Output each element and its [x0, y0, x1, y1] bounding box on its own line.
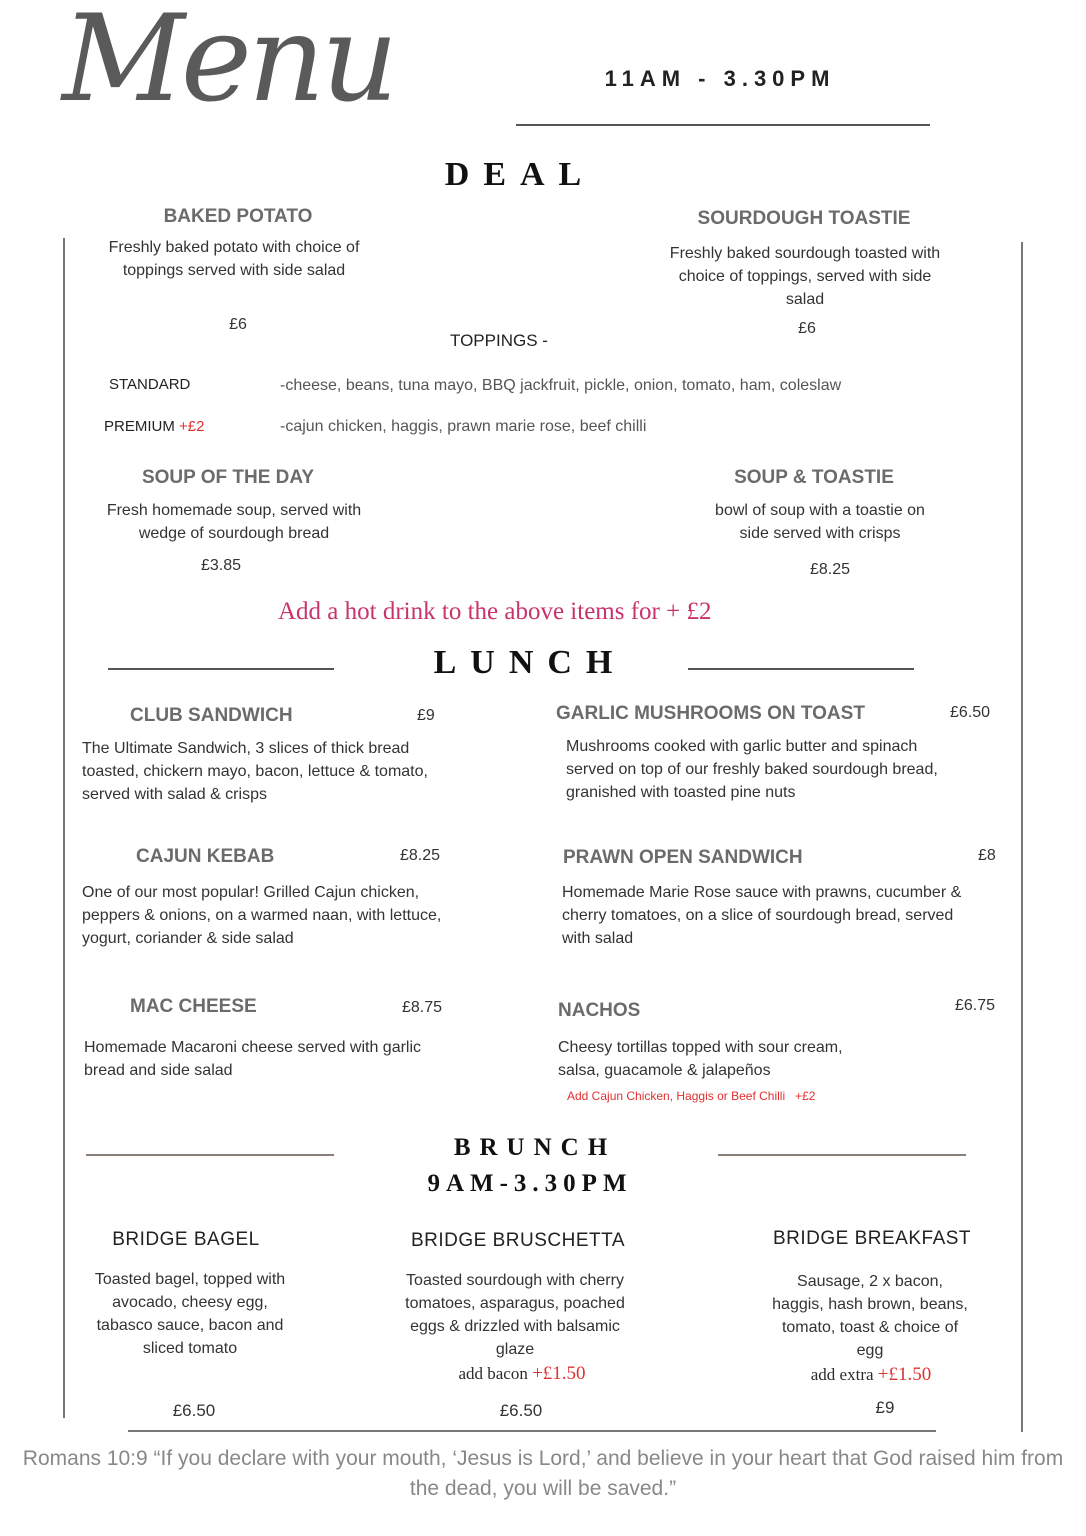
lunch-item-name: GARLIC MUSHROOMS ON TOAST [556, 703, 865, 724]
brunch-item-price: £6.50 [499, 1401, 543, 1420]
lunch-item-name: CLUB SANDWICH [130, 705, 293, 726]
left-frame-line [63, 238, 65, 1418]
premium-toppings-label [104, 418, 204, 435]
deal-item-desc: Freshly baked potato with choice of toppings served with side salad [108, 239, 360, 279]
brunch-item-price: £9 [875, 1398, 895, 1417]
deal-item-price: £6 [229, 316, 247, 333]
lunch-item-price: £8.75 [402, 999, 443, 1016]
deal-item-price: £3.85 [200, 557, 242, 574]
lunch-divider-right [688, 668, 914, 670]
deal-item-name: SOUP & TOASTIE [734, 467, 894, 488]
opening-hours: 11AM - 3.30PM [604, 66, 836, 91]
lunch-item-desc: Homemade Marie Rose sauce with prawns, cucumber & cherry tomatoes, on a slice of sourdough bread, served with salad [562, 884, 962, 947]
brunch-divider-right [718, 1154, 966, 1156]
deal-item-desc: Freshly baked sourdough toasted with choice of toppings, served with side salad [669, 245, 941, 308]
deal-item-desc: Fresh homemade soup, served with wedge of sourdough bread [106, 502, 362, 542]
lunch-item-desc: Homemade Macaroni cheese served with garlic bread and side salad [84, 1039, 422, 1079]
bible-verse: Romans 10:9 “If you declare with your mouth, ‘Jesus is Lord,’ and believe in your heart that God raised him from the dead, you will be saved.” [22, 1447, 1064, 1500]
lunch-item-desc: One of our most popular! Grilled Cajun chicken, peppers & onions, on a warmed naan, with lettuce, yogurt, coriander & side salad [82, 884, 442, 947]
lunch-item-desc: The Ultimate Sandwich, 3 slices of thick bread toasted, chickern mayo, bacon, lettuce & tomato, served with salad & crisps [82, 740, 428, 803]
brunch-section-title: BRUNCH [453, 1134, 617, 1161]
premium-label-text: PREMIUM [104, 418, 175, 435]
header-divider [516, 124, 930, 126]
menu-logo: Menu [62, 0, 395, 129]
lunch-item-desc: Cheesy tortillas topped with sour cream, salsa, guacamole & jalapeños [558, 1039, 843, 1079]
brunch-item-name: BRIDGE BAGEL [112, 1229, 260, 1250]
brunch-divider-left [86, 1154, 334, 1156]
lunch-item-price: £6.50 [950, 704, 991, 721]
deal-item-desc: bowl of soup with a toastie on side served with crisps [715, 502, 925, 542]
standard-toppings-list: -cheese, beans, tuna mayo, BBQ jackfruit, pickle, onion, tomato, ham, coleslaw [280, 377, 842, 394]
brunch-item-desc: Toasted sourdough with cherry tomatoes, asparagus, poached eggs & drizzled with balsamic glaze [405, 1272, 625, 1358]
brunch-addon-price: +£1.50 [877, 1364, 932, 1385]
brunch-item-desc: Toasted bagel, topped with avocado, cheesy egg, tabasco sauce, bacon and sliced tomato [94, 1271, 286, 1357]
lunch-item-name: MAC CHEESE [130, 996, 257, 1017]
deal-item-name: SOUP OF THE DAY [141, 467, 315, 488]
brunch-hours: 9AM-3.30PM [427, 1170, 633, 1197]
hot-drink-offer: Add a hot drink to the above items for + £2 [278, 598, 712, 625]
nachos-addon: Add Cajun Chicken, Haggis or Beef Chilli +£2 [567, 1089, 816, 1103]
brunch-item-name: BRIDGE BRUSCHETTA [410, 1230, 625, 1251]
right-frame-line [1021, 242, 1023, 1432]
standard-toppings-label: STANDARD [109, 376, 191, 393]
lunch-item-name: NACHOS [558, 1000, 641, 1021]
lunch-divider-left [108, 668, 334, 670]
lunch-item-name: PRAWN OPEN SANDWICH [563, 847, 803, 868]
lunch-section-title: LUNCH [433, 644, 627, 681]
lunch-item-price: £9 [417, 707, 435, 724]
brunch-addon-label: add bacon [458, 1364, 528, 1383]
lunch-item-price: £8.25 [400, 847, 441, 864]
premium-surcharge: +£2 [179, 418, 205, 435]
deal-item-price: £6 [798, 320, 816, 337]
deal-item-price: £8.25 [809, 561, 851, 578]
brunch-item-price: £6.50 [172, 1401, 216, 1420]
lunch-item-price: £8 [978, 847, 996, 864]
toppings-label: TOPPINGS - [450, 331, 548, 350]
lunch-item-name: CAJUN KEBAB [136, 846, 275, 867]
brunch-addon [400, 1363, 644, 1385]
brunch-addon [760, 1364, 982, 1386]
deal-item-name: SOURDOUGH TOASTIE [697, 208, 911, 229]
lunch-item-price: £6.75 [955, 997, 996, 1014]
lunch-item-desc: Mushrooms cooked with garlic butter and spinach served on top of our freshly baked sourdough bread, granished with toasted pine nuts [566, 738, 938, 801]
brunch-item-name: BRIDGE BREAKFAST [772, 1228, 972, 1249]
brunch-addon-label: add extra [810, 1365, 874, 1384]
footer-divider [128, 1430, 936, 1432]
deal-section-title: DEAL [444, 156, 596, 193]
brunch-addon-price: +£1.50 [532, 1363, 586, 1384]
premium-toppings-list: -cajun chicken, haggis, prawn marie rose, beef chilli [280, 418, 647, 435]
deal-item-name: BAKED POTATO [163, 206, 313, 227]
brunch-item-desc: Sausage, 2 x bacon, haggis, hash brown, beans, tomato, toast & choice of egg [772, 1273, 968, 1359]
